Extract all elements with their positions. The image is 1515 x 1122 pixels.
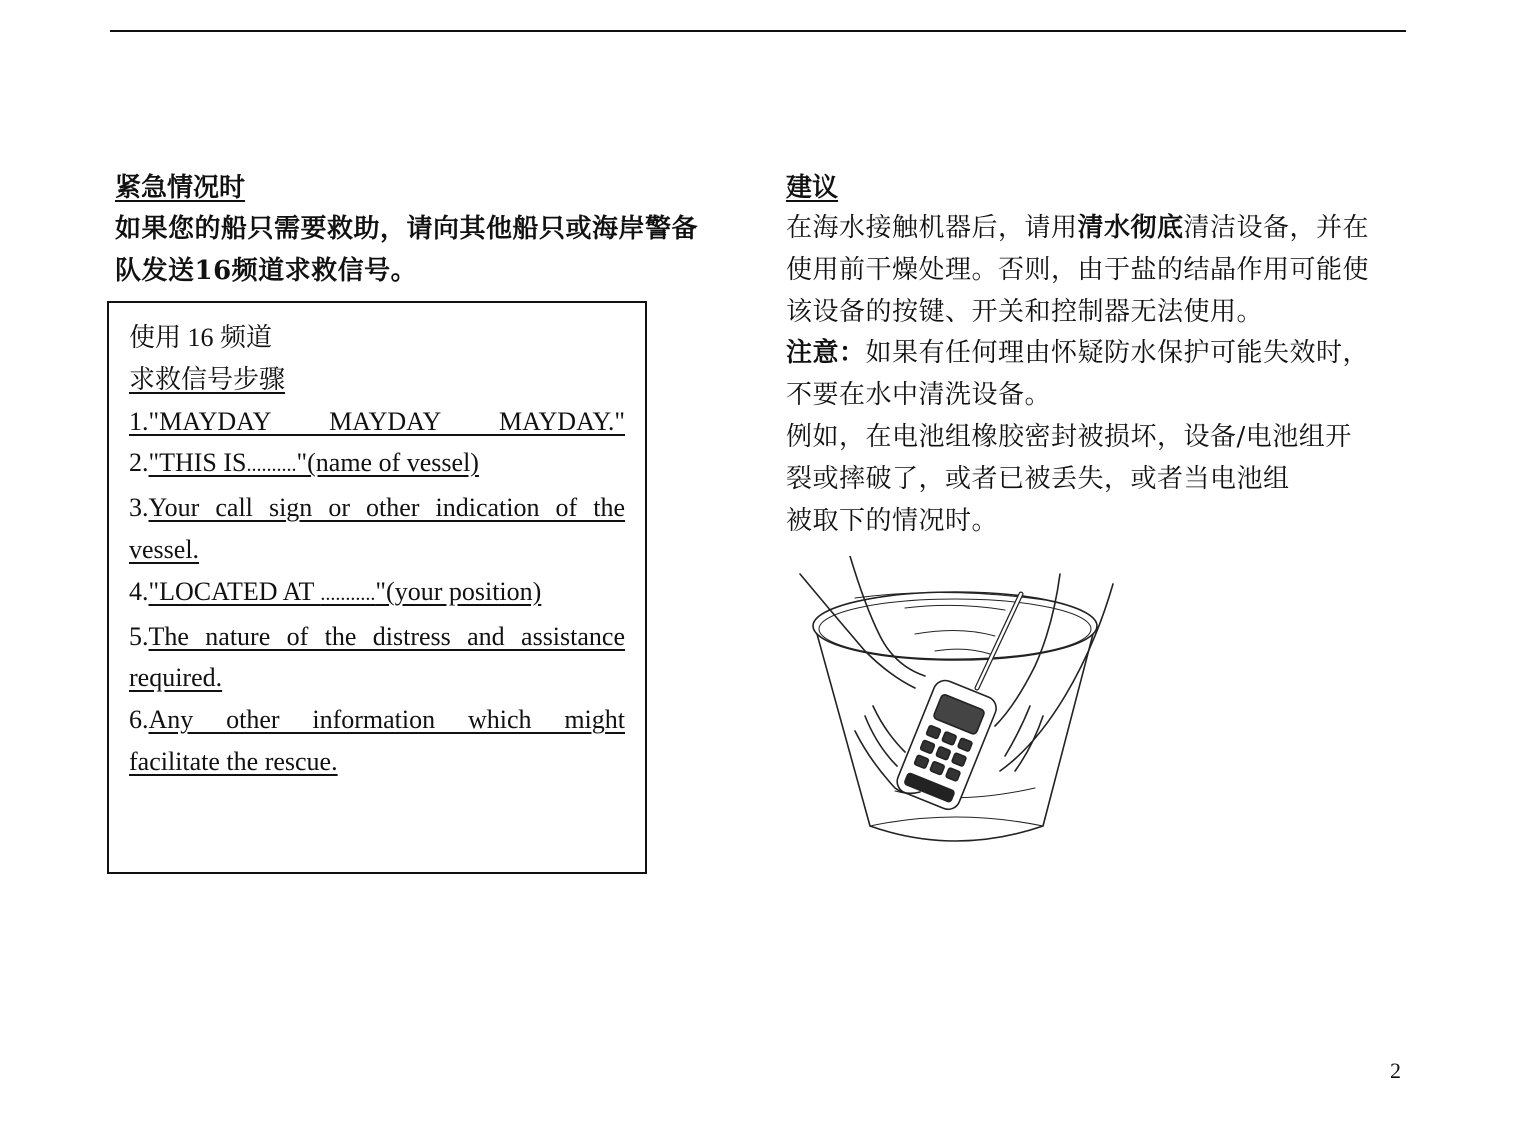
step-2: 2."THIS IS.........."(name of vessel) bbox=[129, 448, 479, 478]
step-3-continued: vessel. bbox=[129, 534, 200, 564]
example-line-1: 例如，在电池组橡胶密封被损坏，设备/电池组开 bbox=[786, 421, 1352, 452]
example-line-3: 被取下的情况时。 bbox=[786, 505, 999, 536]
step-6-continued: facilitate the rescue. bbox=[129, 746, 338, 776]
example-line-2: 裂或摔破了，或者已被丢失，或者当电池组 bbox=[786, 463, 1290, 494]
bucket-rim-inner bbox=[819, 599, 1091, 659]
mayday-procedure-box bbox=[107, 301, 647, 874]
step-5-continued: required. bbox=[129, 663, 223, 693]
note-line-2: 不要在水中清洗设备。 bbox=[786, 380, 1052, 411]
box-title: 使用 16 频道 bbox=[129, 323, 273, 352]
advice-line-3: 该设备的按键、开关和控制器无法使用。 bbox=[786, 296, 1264, 327]
advice-section bbox=[786, 168, 1406, 542]
box-subtitle: 求救信号步骤 bbox=[129, 364, 286, 394]
top-rule bbox=[110, 30, 1406, 32]
advice-line-1: 在海水接触机器后，请用清水彻底清洁设备，并在 bbox=[786, 213, 1370, 243]
step-1: 1."MAYDAY MAYDAY MAYDAY." bbox=[129, 406, 625, 436]
washing-radio-illustration bbox=[795, 556, 1125, 852]
right-arm bbox=[1000, 584, 1113, 771]
step-6: 6.Any other information which might bbox=[129, 705, 625, 735]
radio-body bbox=[894, 677, 1000, 813]
step-5: 5.The nature of the distress and assistance bbox=[129, 621, 625, 651]
page-number: 2 bbox=[1390, 1058, 1401, 1083]
step-4: 4."LOCATED AT ..........."(your position) bbox=[129, 576, 542, 606]
note-line-1: 注意：如果有任何理由怀疑防水保护可能失效时， bbox=[786, 338, 1370, 369]
step-3: 3.Your call sign or other indication of the bbox=[129, 493, 625, 523]
emergency-section bbox=[115, 168, 745, 292]
emergency-lead-line-2: 队发送16频道求救信号。 bbox=[115, 256, 418, 286]
left-arm bbox=[800, 574, 915, 688]
emergency-lead-line-1: 如果您的船只需要救助，请向其他船只或海岸警备 bbox=[115, 214, 699, 244]
emergency-heading: 紧急情况时 bbox=[115, 173, 246, 203]
advice-heading: 建议 bbox=[786, 173, 839, 203]
advice-line-2: 使用前干燥处理。否则，由于盐的结晶作用可能使 bbox=[786, 254, 1370, 285]
